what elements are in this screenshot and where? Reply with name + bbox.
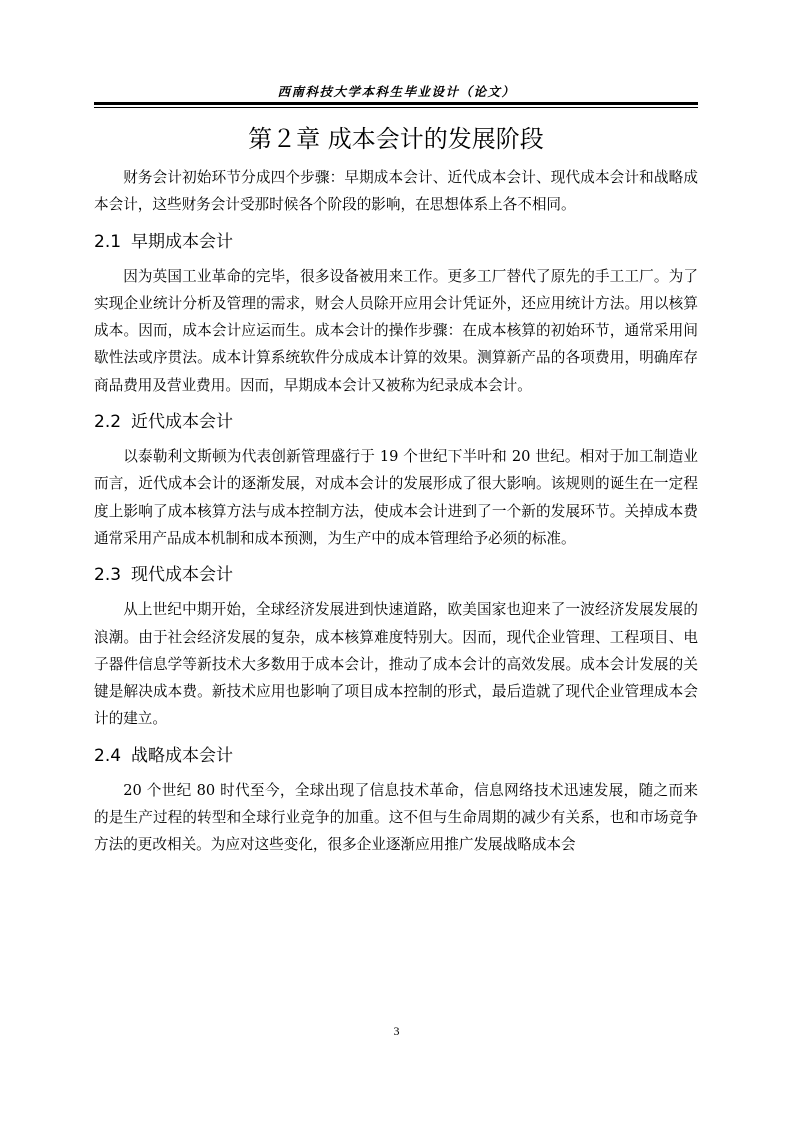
intro-paragraph: 财务会计初始环节分成四个步骤：早期成本会计、近代成本会计、现代成本会计和战略成本会计，这些财务会计受那时候各个阶段的影响，在思想体系上各不相同。	[94, 169, 698, 214]
section-title: 现代成本会计	[131, 565, 234, 586]
running-header: 西南科技大学本科生毕业设计（论文）	[277, 84, 516, 99]
page-content	[94, 118, 698, 859]
section-paragraph: 从上世纪中期开始，全球经济发展进到快速道路，欧美国家也迎来了一波经济发展发展的浪潮。由于社会经济发展的复杂，成本核算难度特别大。因而，现代企业管理、工程项目、电子器件信息学等新技术大多数用于成本会计，推动了成本会计的高效发展。成本会计发展的关键是解决成本费。新技术应用也影响了项目成本控制的形式，最后造就了现代企业管理成本会计的建立。	[94, 601, 698, 728]
section-number: 2.1	[94, 231, 122, 252]
section-number: 2.2	[94, 412, 122, 433]
section-number: 2.4	[94, 745, 122, 766]
section-paragraph: 20 个世纪 80 时代至今，全球出现了信息技术革命，信息网络技术迅速发展，随之而来的是生产过程的转型和全球行业竞争的加重。这不但与生命周期的减少有关系，也和市场竞争方法的更改相关。为应对这些变化，很多企业逐渐应用推广发展战略成本会	[94, 781, 698, 854]
section-heading-2-3	[94, 560, 698, 590]
section-heading-2-1	[94, 227, 698, 257]
section-paragraph: 以泰勒利文斯顿为代表创新管理盛行于 19 个世纪下半叶和 20 世纪。相对于加工制造业而言，近代成本会计的逐渐发展，对成本会计的发展形成了很大影响。该规则的诞生在一定程度上影响了成本核算方法与成本控制方法，使成本会计进到了一个新的发展环节。关掉成本费通常采用产品成本机制和成本预测，为生产中的成本管理给予必须的标准。	[94, 448, 698, 547]
header-rule-thin	[94, 107, 698, 108]
section-paragraph: 因为英国工业革命的完毕，很多设备被用来工作。更多工厂替代了原先的手工工厂。为了实现企业统计分析及管理的需求，财会人员除开应用会计凭证外，还应用统计方法。用以核算成本。因而，成本会计应运而生。成本会计的操作步骤：在成本核算的初始环节，通常采用间歇性法或序贯法。成本计算系统软件分成成本计算的效果。测算新产品的各项费用，明确库存商品费用及营业费用。因而，早期成本会计又被称为纪录成本会计。	[94, 267, 698, 394]
section-title: 早期成本会计	[131, 231, 234, 252]
section-heading-2-4	[94, 741, 698, 771]
page-number: 3	[393, 1024, 400, 1038]
section-title: 战略成本会计	[131, 745, 234, 766]
section-title: 近代成本会计	[131, 412, 234, 433]
section-number: 2.3	[94, 565, 122, 586]
chapter-title: 第２章 成本会计的发展阶段	[248, 125, 544, 153]
header-rule-thick	[94, 102, 698, 105]
section-heading-2-2	[94, 407, 698, 437]
